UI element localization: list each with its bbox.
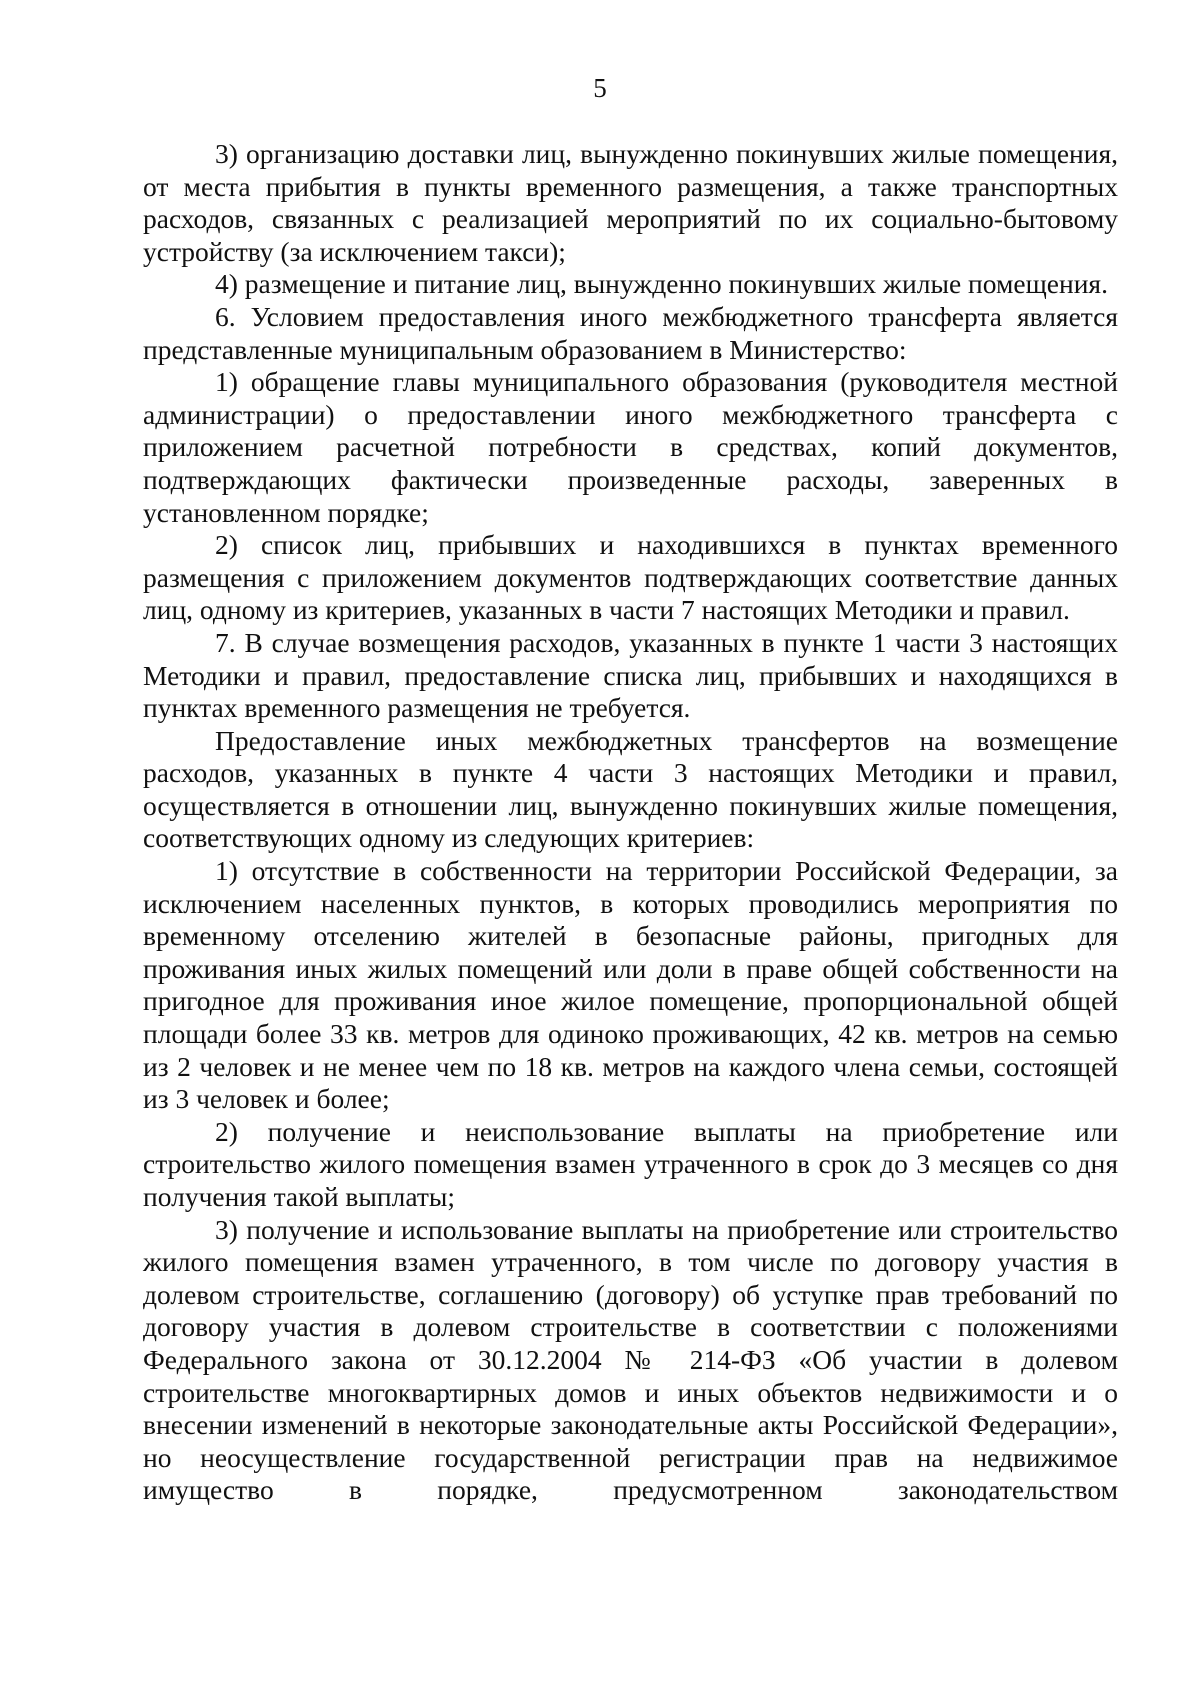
paragraph-criterion-3: 3) получение и использование выплаты на приобретение или строительство жилого помещения взамен утраченного, в том числе по договору участия в долевом строительстве, соглашению (договору) об уступке прав требований по договору участия в долевом строительстве в соответствии с положениями Федерального закона от 30.12.2004 № 214-ФЗ «Об участии в долевом строительстве многоквартирных домов и иных объектов недвижимости и о внесении изменений в некоторые законодательные акты Российской Федерации», но неосуществление государственной регистрации прав на недвижимое имущество в порядке, предусмотренном законодательством: [143, 1213, 1118, 1506]
page-number: 5: [593, 73, 607, 103]
paragraph-section-7: 7. В случае возмещения расходов, указанных в пункте 1 части 3 настоящих Методики и правил, предоставление списка лиц, прибывших и находящихся в пунктах временного размещения не требуется.: [143, 626, 1118, 724]
paragraph-criteria-intro: Предоставление иных межбюджетных трансфертов на возмещение расходов, указанных в пункте 4 части 3 настоящих Методики и правил, осуществляется в отношении лиц, вынужденно покинувших жилые помещения, соответствующих одному из следующих критериев:: [143, 724, 1118, 854]
paragraph-item-4-accommodation: 4) размещение и питание лиц, вынужденно покинувших жилые помещения.: [215, 268, 1108, 300]
paragraph-item-3-delivery: 3) организацию доставки лиц, вынужденно покинувших жилые помещения, от места прибытия в пункты временного размещения, а также транспортных расходов, связанных с реализацией мероприятий по их социально-бытовому устройству (за исключением такси);: [143, 138, 1118, 267]
paragraph-section-6-item-2: 2) список лиц, прибывших и находившихся в пунктах временного размещения с приложением документов подтверждающих соответствие данных лиц, одному из критериев, указанных в части 7 настоящих Методики и правил.: [143, 529, 1118, 626]
paragraph-section-6: 6. Условием предоставления иного межбюджетного трансферта является представленные муниципальным образованием в Министерство:: [143, 300, 1118, 365]
paragraph-criterion-1: 1) отсутствие в собственности на территории Российской Федерации, за исключением населенных пунктов, в которых проводились мероприятия по временному отселению жителей в безопасные районы, пригодных для проживания иных жилых помещений или доли в праве общей собственности на пригодное для проживания иное жилое помещение, пропорциональной общей площади более 33 кв. метров для одиноко проживающих, 42 кв. метров на семью из 2 человек и не менее чем по 18 кв. метров на каждого члена семьи, состоящей из 3 человек и более;: [143, 855, 1118, 1115]
document-body: [143, 138, 1118, 1507]
paragraph-section-6-item-1: 1) обращение главы муниципального образования (руководителя местной администрации) о предоставлении иного межбюджетного трансферта с приложением расчетной потребности в средствах, копий документов, подтверждающих фактически произведенные расходы, заверенных в установленном порядке;: [143, 366, 1118, 528]
paragraph-criterion-2: 2) получение и неиспользование выплаты на приобретение или строительство жилого помещения взамен утраченного в срок до 3 месяцев со дня получения такой выплаты;: [143, 1115, 1118, 1212]
